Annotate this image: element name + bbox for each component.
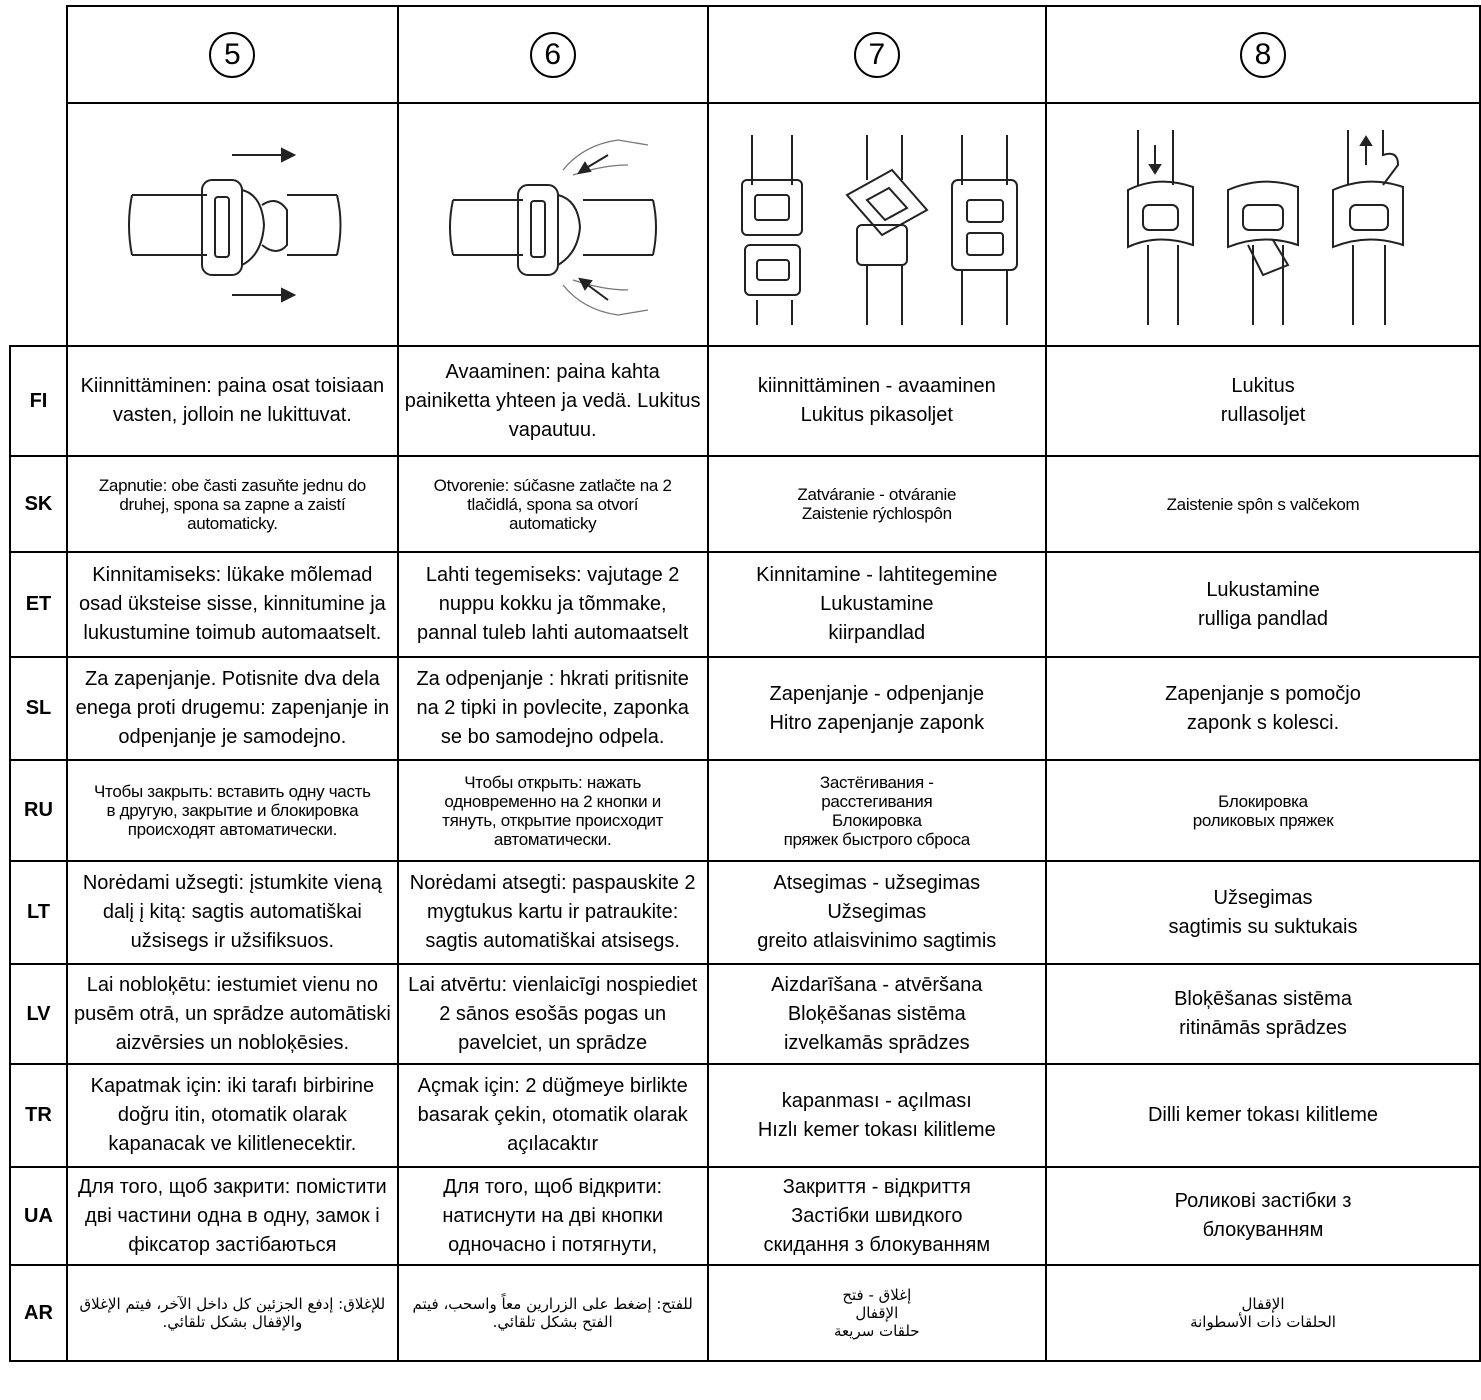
language-row-fi	[10, 346, 1480, 456]
buckle-closing-illustration	[112, 125, 352, 325]
cell-step-8	[1046, 760, 1480, 861]
text-line: Lai nobloķētu: iestumiet vienu no	[86, 973, 379, 996]
language-code: SK	[10, 456, 67, 552]
language-code: ET	[10, 552, 67, 657]
text-line: greito atlaisvinimo sagtimis	[757, 930, 997, 952]
illustration-row	[10, 103, 1480, 346]
cell-step-5	[67, 861, 398, 964]
cell-step-5	[67, 552, 398, 657]
text-line: lukustumine toimub automaatselt.	[83, 622, 382, 644]
illustration-6	[398, 103, 708, 346]
step-number: 7	[854, 32, 900, 78]
step-number: 5	[209, 32, 255, 78]
text-line: Zaistenie rýchlospôn	[801, 504, 952, 523]
text-line: druhej, spona sa zapne a zaistí	[119, 494, 346, 514]
text-line: роликовых пряжек	[1192, 810, 1334, 830]
text-line: Lukitus	[1231, 375, 1295, 397]
text-line: dalį į kitą: sagtis automatiškai	[102, 901, 362, 923]
language-code: SL	[10, 657, 67, 760]
text-line: в другую, закрытие и блокировка	[106, 801, 359, 820]
illustration-8	[1046, 103, 1480, 346]
cell-step-6	[398, 552, 708, 657]
text-line: одновременно на 2 кнопки и	[444, 791, 661, 811]
text-line: дві частини одна в одну, замок і	[85, 1204, 380, 1227]
cell-step-6	[398, 861, 708, 964]
text-line: vasten, jolloin ne lukittuvat.	[112, 404, 352, 426]
language-code: LT	[10, 861, 67, 964]
text-line: rullasoljet	[1220, 404, 1306, 426]
cell-step-8	[1046, 456, 1480, 552]
language-code: FI	[10, 346, 67, 456]
cell-step-5	[67, 1064, 398, 1167]
text-line: пряжек быстрого сброса	[783, 829, 970, 849]
language-row-ua	[10, 1167, 1480, 1265]
text-line: rulliga pandlad	[1197, 607, 1329, 630]
language-row-lv	[10, 964, 1480, 1064]
language-row-et	[10, 552, 1480, 657]
text-line: mygtukus kartu ir patraukite:	[427, 901, 679, 923]
buckle-opening-illustration	[433, 125, 673, 325]
text-line: pavelciet, un sprādze	[458, 1031, 648, 1054]
text-line: basarak çekin, otomatik olarak	[417, 1104, 688, 1126]
roller-buckle-illustration	[1113, 125, 1413, 325]
text-line: Hitro zapenjanje zaponk	[769, 711, 985, 734]
cell-step-8	[1046, 657, 1480, 760]
text-line: na 2 tipki in povlecite, zaponka	[416, 697, 689, 719]
text-line: тянуть, открытие происходит	[442, 810, 664, 830]
text-line: Для того, щоб відкрити:	[443, 1175, 663, 1198]
text-line: Za zapenjanje. Potisnite dva dela	[85, 668, 380, 690]
corner-blank	[10, 6, 67, 346]
text-line: sagtis automatiškai atsisegs.	[425, 930, 680, 952]
text-line: одночасно і потягнути,	[448, 1233, 658, 1256]
text-line: Zatváranie - otváranie	[797, 485, 957, 504]
cell-step-8	[1046, 964, 1480, 1064]
cell-step-7	[708, 1167, 1046, 1265]
text-line: автоматически.	[493, 829, 612, 849]
text-line: enega proti drugemu: zapenjanje in	[75, 697, 390, 719]
step-header-5	[67, 6, 398, 103]
text-line: Zapenjanje s pomočjo	[1165, 682, 1361, 705]
cell-step-6	[398, 657, 708, 760]
cell-step-8	[1046, 1064, 1480, 1167]
text-line: Užsegimas	[1213, 886, 1313, 909]
text-line: Hızlı kemer tokası kilitleme	[757, 1118, 996, 1141]
step-header-6	[398, 6, 708, 103]
text-line: Avaaminen: paina kahta	[445, 360, 660, 383]
text-line: скидання з блокуванням	[763, 1233, 991, 1256]
text-line: Lahti tegemiseks: vajutage 2	[425, 564, 680, 586]
text-line: Kiinnittäminen: paina osat toisiaan	[80, 375, 385, 397]
text-line: Застёгивания -	[819, 772, 934, 792]
cell-step-8	[1046, 346, 1480, 456]
text-line: doğru itin, otomatik olarak	[117, 1104, 347, 1126]
text-line: 2 sānos esošās pogas un	[439, 1002, 667, 1025]
text-line: Блокировка	[831, 810, 922, 830]
text-line: Užsegimas	[827, 901, 927, 923]
cell-step-6	[398, 760, 708, 861]
step-number-row	[10, 6, 1480, 103]
language-row-ru	[10, 760, 1480, 861]
text-line: Otvorenie: súčasne zatlačte na 2	[433, 475, 672, 495]
cell-step-7	[708, 1064, 1046, 1167]
cell-step-6	[398, 1064, 708, 1167]
cell-step-8	[1046, 861, 1480, 964]
text-line: Чтобы открыть: нажать	[464, 772, 642, 792]
step-number: 6	[530, 32, 576, 78]
text-line: Norėdami užsegti: įstumkite vieną	[82, 872, 382, 894]
language-row-tr	[10, 1064, 1480, 1167]
cell-step-6	[398, 1265, 708, 1361]
language-code: UA	[10, 1167, 67, 1265]
cell-step-8	[1046, 552, 1480, 657]
text-line: pusēm otrā, un sprādze automātiski	[73, 1002, 391, 1025]
text-line: Zapenjanje - odpenjanje	[769, 682, 985, 705]
text-line: Kinnitamine - lahtitegemine	[756, 564, 998, 586]
language-code: RU	[10, 760, 67, 861]
cell-step-5	[67, 1167, 398, 1265]
cell-step-6	[398, 964, 708, 1064]
text-line: automaticky.	[187, 513, 278, 533]
text-line: Bloķēšanas sistēma	[1174, 988, 1352, 1010]
cell-step-6	[398, 346, 708, 456]
text-line: Lukustamine	[820, 593, 934, 615]
text-line: sagtimis su suktukais	[1168, 915, 1358, 938]
cell-step-8	[1046, 1265, 1480, 1361]
text-line: zaponk s kolesci.	[1186, 711, 1340, 734]
text-line: Za odpenjanje : hkrati pritisnite	[416, 668, 689, 690]
cell-step-6	[398, 1167, 708, 1265]
text-line: Aizdarīšana - atvēršana	[771, 973, 983, 996]
language-code: LV	[10, 964, 67, 1064]
illustration-5	[67, 103, 398, 346]
step-header-7	[708, 6, 1046, 103]
text-line: фіксатор застібаються	[128, 1233, 337, 1256]
text-line: Блокировка	[1218, 791, 1308, 811]
cell-step-7	[708, 861, 1046, 964]
cell-step-7	[708, 964, 1046, 1064]
text-line: kiirpandlad	[828, 622, 926, 644]
text-line: nuppu kokku ja tõmmake,	[438, 593, 667, 615]
language-code: TR	[10, 1064, 67, 1167]
text-line: painiketta yhteen ja vedä. Lukitus	[404, 389, 701, 412]
text-line: إغلاق - فتح	[842, 1286, 912, 1304]
text-line: Kapatmak için: iki tarafı birbirine	[90, 1075, 375, 1097]
text-line: odpenjanje je samodejno.	[118, 726, 347, 748]
language-row-lt	[10, 861, 1480, 964]
cell-step-5	[67, 657, 398, 760]
text-line: kapanacak ve kilitlenecektir.	[108, 1133, 357, 1155]
cell-step-7	[708, 456, 1046, 552]
text-line: расстегивания	[821, 791, 933, 811]
text-line: Dilli kemer tokası kilitleme	[1147, 1104, 1379, 1126]
cell-step-7	[708, 657, 1046, 760]
illustration-7	[708, 103, 1046, 346]
text-line: للفتح: إضغط على الزرارين معاً واسحب، فيتم	[412, 1295, 693, 1313]
buckle-instructions-table	[9, 5, 1481, 1362]
text-line: натиснути на дві кнопки	[442, 1204, 663, 1227]
text-line: Lai atvērtu: vienlaicīgi nospiediet	[408, 973, 698, 996]
text-line: блокуванням	[1202, 1219, 1324, 1241]
language-row-ar	[10, 1265, 1480, 1361]
language-row-sl	[10, 657, 1480, 760]
text-line: tlačidlá, spona sa otvorí	[467, 494, 639, 514]
text-line: ritināmās sprādzes	[1179, 1017, 1347, 1039]
quick-release-buckle-illustration	[717, 125, 1037, 325]
text-line: vapautuu.	[508, 418, 597, 441]
text-line: Роликові застібки з	[1174, 1190, 1352, 1212]
text-line: الفتح بشكل تلقائي.	[492, 1313, 613, 1331]
text-line: Застібки швидкого	[791, 1204, 963, 1227]
cell-step-5	[67, 456, 398, 552]
text-line: للإغلاق: إدفع الجزئين كل داخل الآخر، فيتم الإغلاق	[79, 1295, 386, 1313]
cell-step-6	[398, 456, 708, 552]
text-line: Kinnitamiseks: lükake mõlemad	[92, 564, 373, 586]
cell-step-8	[1046, 1167, 1480, 1265]
language-code: AR	[10, 1265, 67, 1361]
cell-step-7	[708, 760, 1046, 861]
text-line: Zapnutie: obe časti zasuňte jednu do	[98, 475, 366, 495]
text-line: والإقفال بشكل تلقائي.	[162, 1313, 303, 1331]
text-line: pannal tuleb lahti automaatselt	[417, 622, 689, 644]
step-number: 8	[1240, 32, 1286, 78]
text-line: açılacaktır	[507, 1133, 599, 1155]
text-line: الإقفال	[1241, 1295, 1285, 1313]
text-line: Atsegimas - užsegimas	[773, 872, 981, 894]
text-line: aizvērsies un nobloķēsies.	[115, 1031, 350, 1054]
text-line: Lukustamine	[1206, 578, 1320, 601]
text-line: se bo samodejno odpela.	[440, 726, 665, 748]
text-line: Açmak için: 2 düğmeye birlikte	[417, 1075, 688, 1097]
text-line: Zaistenie spôn s valčekom	[1166, 494, 1360, 514]
text-line: الحلقات ذات الأسطوانة	[1190, 1313, 1336, 1331]
cell-step-5	[67, 760, 398, 861]
text-line: automaticky	[508, 513, 597, 533]
text-line: Bloķēšanas sistēma	[787, 1002, 966, 1025]
cell-step-5	[67, 346, 398, 456]
cell-step-7	[708, 552, 1046, 657]
text-line: Закриття - відкриття	[782, 1175, 971, 1198]
text-line: происходят автоматически.	[127, 820, 338, 839]
cell-step-7	[708, 1265, 1046, 1361]
text-line: kapanması - açılması	[781, 1089, 972, 1112]
text-line: Для того, щоб закрити: помістити	[78, 1175, 387, 1198]
text-line: užsisegs ir užsifiksuos.	[130, 930, 335, 952]
cell-step-5	[67, 964, 398, 1064]
text-line: kiinnittäminen - avaaminen	[757, 375, 996, 397]
text-line: الإقفال	[855, 1304, 899, 1322]
text-line: Lukitus pikasoljet	[800, 404, 953, 426]
cell-step-7	[708, 346, 1046, 456]
text-line: Чтобы закрыть: вставить одну часть	[94, 782, 371, 801]
step-header-8	[1046, 6, 1480, 103]
text-line: Norėdami atsegti: paspauskite 2	[409, 872, 696, 894]
text-line: osad üksteise sisse, kinnitumine ja	[78, 593, 386, 615]
text-line: izvelkamās sprādzes	[783, 1031, 970, 1054]
cell-step-5	[67, 1265, 398, 1361]
language-row-sk	[10, 456, 1480, 552]
text-line: حلقات سريعة	[833, 1322, 920, 1340]
